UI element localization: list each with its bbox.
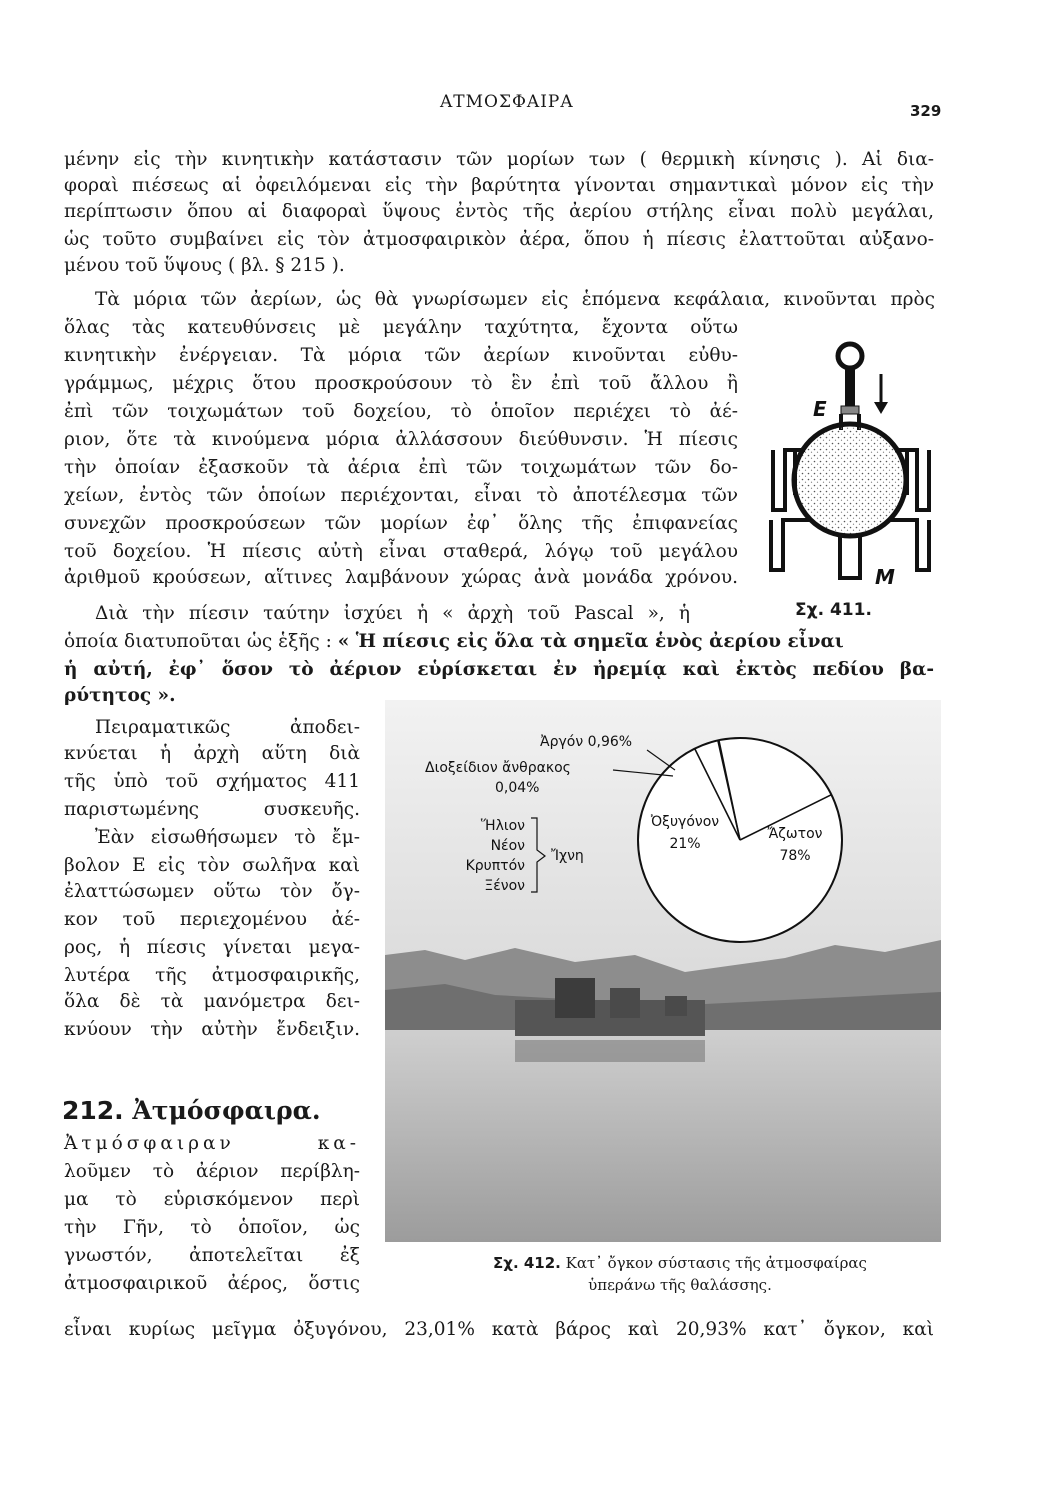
text-line: ἡ αὐτή, ἐφ᾽ ὅσον τὸ ἀέριον εὑρίσκεται ἐν ἠρεμίᾳ καὶ ἐκτὸς πεδίου βα- <box>64 659 934 680</box>
text-line: κνύεται ἡ ἀρχὴ αὕτη διὰ <box>64 743 360 764</box>
text-line: μένην εἰς τὴν κινητικὴν κατάστασιν τῶν μορίων των ( θερμικὴ κίνησις ). Αἱ δια- <box>64 149 934 170</box>
text-line: κον τοῦ περιεχομένου ἀέ- <box>64 909 360 930</box>
text-line: τὴν Γῆν, τὸ ὁποῖον, ὡς <box>64 1217 360 1238</box>
slice-label-oxygen: Ὀξυγόνον <box>650 814 720 830</box>
text-line: περίπτωσιν ὅπου αἱ διαφοραὶ ὕψους ἐντὸς τῆς ἀερίου στήλης εἶναι πολὺ μεγάλαι, <box>64 201 934 222</box>
atmosphere-pie-chart <box>385 700 941 1242</box>
slice-value-co2: 0,04% <box>495 780 540 796</box>
text-line: τοῦ δοχείου. Ἡ πίεσις αὐτὴ εἶναι σταθερά, λόγῳ τοῦ μεγάλου <box>64 541 738 562</box>
slice-label-argon: Ἀργόν 0,96% <box>540 734 633 750</box>
page-number: 329 <box>910 102 942 120</box>
text-line: Ἐὰν εἰσωθήσωμεν τὸ ἔμ- <box>95 827 360 848</box>
pascal-apparatus-figure <box>765 340 935 590</box>
text-line: λοῦμεν τὸ ἀέριον περίβλη- <box>64 1161 360 1182</box>
figure-412-caption <box>440 1252 920 1296</box>
label-e: E <box>813 397 827 421</box>
text-line: παριστωμένης συσκευῆς. <box>64 799 360 820</box>
caption-text: Κατ᾽ ὄγκον σύστασις τῆς ἀτμοσφαίρας <box>565 1254 867 1272</box>
text-line: ἀριθμοῦ κρούσεων, αἵτινες λαμβάνουν χώρας ἀνὰ μονάδα χρόνου. <box>64 567 738 588</box>
figure-412-photo <box>385 700 941 1242</box>
text-line: ριον, ὅτε τὰ κινούμενα μόρια ἀλλάσσουν διεύθυνσιν. Ἡ πίεσις <box>64 429 738 450</box>
text-line <box>64 630 844 654</box>
text-line: βολον Ε εἰς τὸν σωλῆνα καὶ <box>64 855 360 876</box>
text-line: γνωστόν, ἀποτελεῖται ἐξ <box>64 1245 360 1266</box>
text-line: Διὰ τὴν πίεσιν ταύτην ἰσχύει ἡ « ἀρχὴ τοῦ Pascal », ἡ <box>95 603 690 624</box>
text-line: χείων, ἐντὸς τῶν ὁποίων περιέχονται, εἶναι τὸ ἀποτέλεσμα τῶν <box>64 485 738 506</box>
caption-label: Σχ. 412. <box>493 1254 561 1272</box>
text-line: ἐλαττώσωμεν οὕτω τὸν ὄγ- <box>64 881 360 902</box>
trace-gas-2: Νέον <box>490 838 525 854</box>
label-m: M <box>875 565 895 589</box>
text-line: γράμμως, μέχρις ὅτου προσκρούσουν τὸ ἓν ἐπὶ τοῦ ἄλλου ἢ <box>64 373 738 394</box>
text-line: μα τὸ εὑρισκόμενον περὶ <box>64 1189 360 1210</box>
text-line: μένου τοῦ ὕψους ( βλ. § 215 ). <box>64 255 345 276</box>
slice-label-nitrogen: Ἄζωτον <box>767 826 823 842</box>
slice-label-co2: Διοξείδιον ἄνθρακος <box>425 760 571 776</box>
text-plain: ὁποία διατυποῦται ὡς ἑξῆς : <box>64 631 332 652</box>
text-line: τὴν ὁποίαν ἐξασκοῦν τὰ ἀέρια ἐπὶ τῶν τοιχωμάτων τῶν δο- <box>64 457 738 478</box>
text-line: Τὰ μόρια τῶν ἀερίων, ὡς θὰ γνωρίσωμεν εἰς ἑπόμενα κεφάλαια, κινοῦνται πρὸς <box>95 289 935 310</box>
slice-value-nitrogen: 78% <box>779 848 811 864</box>
trace-gas-1: Ἥλιον <box>480 818 525 834</box>
text-line: ἐπὶ τῶν τοιχωμάτων τοῦ δοχείου, τὸ ὁποῖον περιέχει τὸ ἀέ- <box>64 401 738 422</box>
text-line: κινητικὴν ἐνέργειαν. Τὰ μόρια τῶν ἀερίων κινοῦνται εὐθυ- <box>64 345 738 366</box>
text-line: ὅλας τὰς κατευθύνσεις μὲ μεγάλην ταχύτητα, ἔχοντα οὕτω <box>64 317 738 338</box>
trace-label: Ἴχνη <box>551 848 584 864</box>
text-line: ἀτμοσφαιρικοῦ ἀέρος, ὅστις <box>64 1273 360 1294</box>
running-title: ΑΤΜΟΣΦΑΙΡΑ <box>440 92 574 112</box>
text-line: ρος, ἡ πίεσις γίνεται μεγα- <box>64 937 360 958</box>
text-line: εἶναι κυρίως μεῖγμα ὀξυγόνου, 23,01% κατὰ βάρος καὶ 20,93% κατ᾽ ὄγκον, καὶ <box>64 1319 934 1340</box>
caption-line-2: ὑπεράνω τῆς θαλάσσης. <box>588 1276 772 1294</box>
trace-gas-3: Κρυπτόν <box>465 858 525 874</box>
text-line: συνεχῶν προσκρούσεων τῶν μορίων ἐφ᾽ ὅλης τῆς ἐπιφανείας <box>64 513 738 534</box>
text-line: φοραὶ πιέσεως αἱ ὀφειλόμεναι εἰς τὴν βαρύτητα γίνονται σημαντικαὶ μόνον εἰς τὴν <box>64 175 934 196</box>
text-line: ὅλα δὲ τὰ μανόμετρα δει- <box>64 991 360 1012</box>
text-line: ρύτητος ». <box>64 685 176 706</box>
section-heading <box>62 1096 321 1125</box>
section-number: 212. <box>62 1096 124 1125</box>
slice-value-oxygen: 21% <box>669 836 701 852</box>
text-line: Ἀτμόσφαιραν κα- <box>64 1133 360 1154</box>
text-line: Πειραματικῶς ἀποδει- <box>95 717 360 738</box>
section-title: Ἀτμόσφαιρα. <box>132 1096 321 1125</box>
caption-line <box>440 1252 920 1274</box>
text-line: κνύουν τὴν αὐτὴν ἔνδειξιν. <box>64 1019 360 1040</box>
text-bold: « Ἡ πίεσις εἰς ὅλα τὰ σημεῖα ἑνὸς ἀερίου εἶναι <box>337 631 844 652</box>
text-line: λυτέρα τῆς ἀτμοσφαιρικῆς, <box>64 965 360 986</box>
text-line: τῆς ὑπὸ τοῦ σχήματος 411 <box>64 771 360 792</box>
figure-411-caption: Σχ. 411. <box>795 600 872 620</box>
text-line: ὡς τοῦτο συμβαίνει εἰς τὸν ἀτμοσφαιρικὸν ἀέρα, ὅπου ἡ πίεσις ἐλαττοῦται αὐξανο- <box>64 229 934 250</box>
trace-gas-4: Ξένον <box>484 878 525 894</box>
